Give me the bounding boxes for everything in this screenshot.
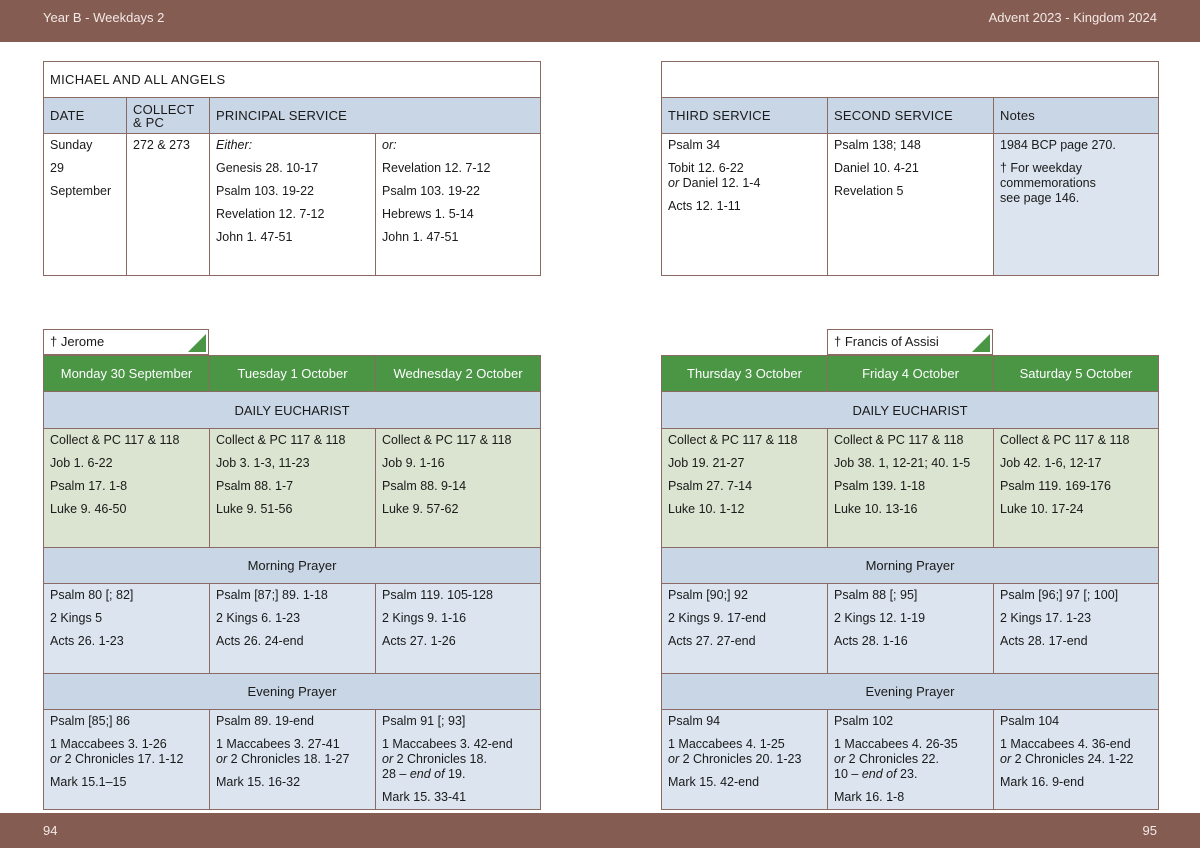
reading-alt-text: 2 Chronicles 18.	[393, 752, 487, 766]
reading-main: 1 Maccabees 4. 1-25	[668, 737, 785, 751]
evening-prayer-label: Evening Prayer	[662, 674, 1159, 710]
commemoration-tag-francis	[827, 329, 993, 355]
range-start: 28 –	[382, 767, 410, 781]
psalm: Psalm 102	[834, 714, 894, 728]
reading: Job 3. 1-3, 11-23	[216, 456, 310, 470]
reading-main: 1 Maccabees 3. 42-end	[382, 737, 513, 751]
collect-header-line1: COLLECT	[133, 101, 195, 117]
gospel: Luke 10. 13-16	[834, 502, 918, 516]
psalm: Psalm [85;] 86	[50, 714, 130, 728]
reading: 2 Kings 17. 1-23	[1000, 611, 1092, 625]
reading	[216, 737, 369, 767]
evening-cell	[994, 710, 1159, 810]
principal-either-cell	[210, 134, 376, 276]
gospel: Luke 9. 51-56	[216, 502, 293, 516]
page-header	[0, 0, 1200, 42]
reading: Daniel 10. 4-21	[834, 161, 919, 175]
daily-eucharist-label: DAILY EUCHARIST	[44, 392, 541, 429]
psalm: Psalm 88 [; 95]	[834, 588, 918, 602]
reading: John 1. 47-51	[382, 230, 459, 244]
or-label: or:	[382, 138, 397, 152]
reading	[834, 737, 987, 782]
either-label: Either:	[216, 138, 253, 152]
second-service-cell	[828, 134, 994, 276]
collect-header-line2: & PC	[133, 114, 165, 130]
reading: Acts 26. 24-end	[216, 634, 304, 648]
notes-line: see page 146.	[1000, 191, 1080, 205]
reading-alt	[1000, 752, 1152, 767]
reading: Mark 15. 42-end	[668, 775, 760, 789]
reading: Mark 15. 16-32	[216, 775, 301, 789]
reading: Job 38. 1, 12-21; 40. 1-5	[834, 456, 971, 470]
date-number: 29	[50, 161, 64, 175]
reading: 2 Kings 12. 1-19	[834, 611, 926, 625]
psalm: Psalm [96;] 97 [; 100]	[1000, 588, 1119, 602]
reading: Hebrews 1. 5-14	[382, 207, 474, 221]
reading: Job 1. 6-22	[50, 456, 113, 470]
eucharist-cell	[210, 429, 376, 548]
morning-cell	[994, 584, 1159, 674]
reading: Acts 12. 1-11	[668, 199, 741, 213]
psalm: Psalm [87;] 89. 1-18	[216, 588, 328, 602]
evening-cell	[376, 710, 541, 810]
morning-prayer-label: Morning Prayer	[44, 548, 541, 584]
reading: Revelation 12. 7-12	[382, 161, 491, 175]
or-word: or	[668, 176, 680, 190]
daily-eucharist-label: DAILY EUCHARIST	[662, 392, 1159, 429]
morning-cell	[210, 584, 376, 674]
commemoration-label: † Jerome	[50, 334, 105, 349]
collect: Collect & PC 117 & 118	[834, 433, 964, 447]
feast-table-right	[661, 61, 1159, 276]
reading-alt	[668, 752, 821, 767]
reading	[50, 737, 203, 767]
psalm: Psalm 34	[668, 138, 721, 152]
psalm: Psalm [90;] 92	[668, 588, 748, 602]
reading: Acts 28. 1-16	[834, 634, 908, 648]
reading-alt	[668, 176, 821, 191]
evening-cell	[828, 710, 994, 810]
or-word: or	[50, 752, 62, 766]
psalm: Psalm 138; 148	[834, 138, 921, 152]
collect: Collect & PC 117 & 118	[1000, 433, 1130, 447]
reading: 2 Kings 9. 1-16	[382, 611, 467, 625]
or-word: or	[216, 752, 228, 766]
reading: 2 Kings 9. 17-end	[668, 611, 766, 625]
reading-alt	[382, 752, 534, 767]
reading: Mark 16. 1-8	[834, 790, 905, 804]
reading-main: 1 Maccabees 3. 1-26	[50, 737, 167, 751]
reading: Acts 28. 17-end	[1000, 634, 1088, 648]
reading-alt-text: 2 Chronicles 24. 1-22	[1011, 752, 1134, 766]
gospel: Luke 9. 46-50	[50, 502, 127, 516]
reading-alt	[216, 752, 369, 767]
header-left-text: Year B - Weekdays 2	[43, 10, 165, 25]
psalm: Psalm 27. 7-14	[668, 479, 753, 493]
or-word: or	[1000, 752, 1012, 766]
evening-prayer-label: Evening Prayer	[44, 674, 541, 710]
psalm: Psalm 91 [; 93]	[382, 714, 466, 728]
reading-alt-text: 2 Chronicles 22.	[845, 752, 939, 766]
psalm: Psalm 119. 105-128	[382, 588, 493, 602]
commemoration-tag-jerome	[43, 329, 209, 355]
collect: Collect & PC 117 & 118	[668, 433, 798, 447]
notes-line: † For weekday	[1000, 161, 1082, 175]
end-of-word: end of	[409, 767, 445, 781]
day-header: Monday 30 September	[44, 356, 210, 392]
morning-cell	[828, 584, 994, 674]
psalm: Psalm 17. 1-8	[50, 479, 128, 493]
reading-alt-text: Daniel 12. 1-4	[679, 176, 761, 190]
reading: Psalm 103. 19-22	[382, 184, 480, 198]
gospel: Luke 10. 17-24	[1000, 502, 1084, 516]
reading-main: 1 Maccabees 4. 36-end	[1000, 737, 1131, 751]
corner-triangle-icon	[188, 334, 206, 352]
collect: Collect & PC 117 & 118	[216, 433, 346, 447]
reading: Job 42. 1-6, 12-17	[1000, 456, 1102, 470]
reading-alt	[834, 752, 987, 767]
col-header-principal: PRINCIPAL SERVICE	[210, 98, 541, 134]
col-header-collect	[127, 98, 210, 134]
reading: Genesis 28. 10-17	[216, 161, 319, 175]
reading: Revelation 12. 7-12	[216, 207, 325, 221]
psalm: Psalm 104	[1000, 714, 1060, 728]
or-word: or	[834, 752, 846, 766]
gospel: Luke 9. 57-62	[382, 502, 459, 516]
day-header: Wednesday 2 October	[376, 356, 541, 392]
range-start: 10 –	[834, 767, 862, 781]
feast-table-left	[43, 61, 541, 276]
reading: John 1. 47-51	[216, 230, 293, 244]
or-word: or	[668, 752, 680, 766]
psalm: Psalm 119. 169-176	[1000, 479, 1111, 493]
reading	[1000, 737, 1152, 767]
commemoration-label: † Francis of Assisi	[834, 334, 939, 349]
reading: Job 19. 21-27	[668, 456, 745, 470]
evening-cell	[210, 710, 376, 810]
eucharist-cell	[994, 429, 1159, 548]
reading-main: Tobit 12. 6-22	[668, 161, 744, 175]
page-number-right: 95	[1142, 823, 1157, 838]
day-header: Tuesday 1 October	[210, 356, 376, 392]
feast-title: MICHAEL AND ALL ANGELS	[44, 62, 541, 98]
date-day: Sunday	[50, 138, 93, 152]
reading: Psalm 103. 19-22	[216, 184, 314, 198]
psalm: Psalm 88. 1-7	[216, 479, 294, 493]
psalm: Psalm 89. 19-end	[216, 714, 314, 728]
psalm: Psalm 88. 9-14	[382, 479, 467, 493]
feast-title-blank	[662, 62, 1159, 98]
eucharist-cell	[662, 429, 828, 548]
psalm: Psalm 94	[668, 714, 721, 728]
notes-line: 1984 BCP page 270.	[1000, 138, 1116, 152]
week-table-left	[43, 355, 541, 810]
page-footer	[0, 813, 1200, 848]
reading-alt-cont	[834, 767, 987, 782]
day-header: Saturday 5 October	[994, 356, 1159, 392]
range-end: 23.	[896, 767, 918, 781]
day-header: Thursday 3 October	[662, 356, 828, 392]
or-word: or	[382, 752, 394, 766]
reading: 2 Kings 5	[50, 611, 103, 625]
notes-line: commemorations	[1000, 176, 1096, 190]
feast-date-cell	[44, 134, 127, 276]
date-month: September	[50, 184, 112, 198]
notes-cell	[994, 134, 1159, 276]
reading: Acts 27. 1-26	[382, 634, 456, 648]
principal-or-cell	[376, 134, 541, 276]
reading: Mark 15.1–15	[50, 775, 127, 789]
gospel: Luke 10. 1-12	[668, 502, 745, 516]
morning-cell	[44, 584, 210, 674]
eucharist-cell	[376, 429, 541, 548]
reading: Mark 15. 33-41	[382, 790, 467, 804]
reading-alt-text: 2 Chronicles 20. 1-23	[679, 752, 802, 766]
reading	[668, 737, 821, 767]
reading: Acts 27. 27-end	[668, 634, 756, 648]
reading: Revelation 5	[834, 184, 904, 198]
morning-prayer-label: Morning Prayer	[662, 548, 1159, 584]
reading-alt	[50, 752, 203, 767]
third-service-cell	[662, 134, 828, 276]
corner-triangle-icon	[972, 334, 990, 352]
reading-alt-text: 2 Chronicles 18. 1-27	[227, 752, 350, 766]
range-end: 19.	[444, 767, 466, 781]
evening-cell	[44, 710, 210, 810]
reading	[382, 737, 534, 782]
reading-main: 1 Maccabees 3. 27-41	[216, 737, 340, 751]
collect: Collect & PC 117 & 118	[50, 433, 180, 447]
day-header: Friday 4 October	[828, 356, 994, 392]
reading: Mark 16. 9-end	[1000, 775, 1085, 789]
eucharist-cell	[44, 429, 210, 548]
reading: 2 Kings 6. 1-23	[216, 611, 301, 625]
reading	[668, 161, 821, 191]
psalm: Psalm 139. 1-18	[834, 479, 926, 493]
collect: Collect & PC 117 & 118	[382, 433, 512, 447]
end-of-word: end of	[861, 767, 897, 781]
feast-collect-cell: 272 & 273	[127, 134, 210, 276]
page-number-left: 94	[43, 823, 58, 838]
reading: Acts 26. 1-23	[50, 634, 124, 648]
eucharist-cell	[828, 429, 994, 548]
morning-cell	[376, 584, 541, 674]
reading-main: 1 Maccabees 4. 26-35	[834, 737, 958, 751]
week-table-right	[661, 355, 1159, 810]
col-header-second: SECOND SERVICE	[828, 98, 994, 134]
col-header-third: THIRD SERVICE	[662, 98, 828, 134]
morning-cell	[662, 584, 828, 674]
reading: Job 9. 1-16	[382, 456, 445, 470]
header-right-text: Advent 2023 - Kingdom 2024	[988, 10, 1157, 25]
psalm: Psalm 80 [; 82]	[50, 588, 134, 602]
reading-alt-cont	[382, 767, 534, 782]
col-header-date: DATE	[44, 98, 127, 134]
reading-alt-text: 2 Chronicles 17. 1-12	[61, 752, 184, 766]
col-header-notes: Notes	[994, 98, 1159, 134]
evening-cell	[662, 710, 828, 810]
